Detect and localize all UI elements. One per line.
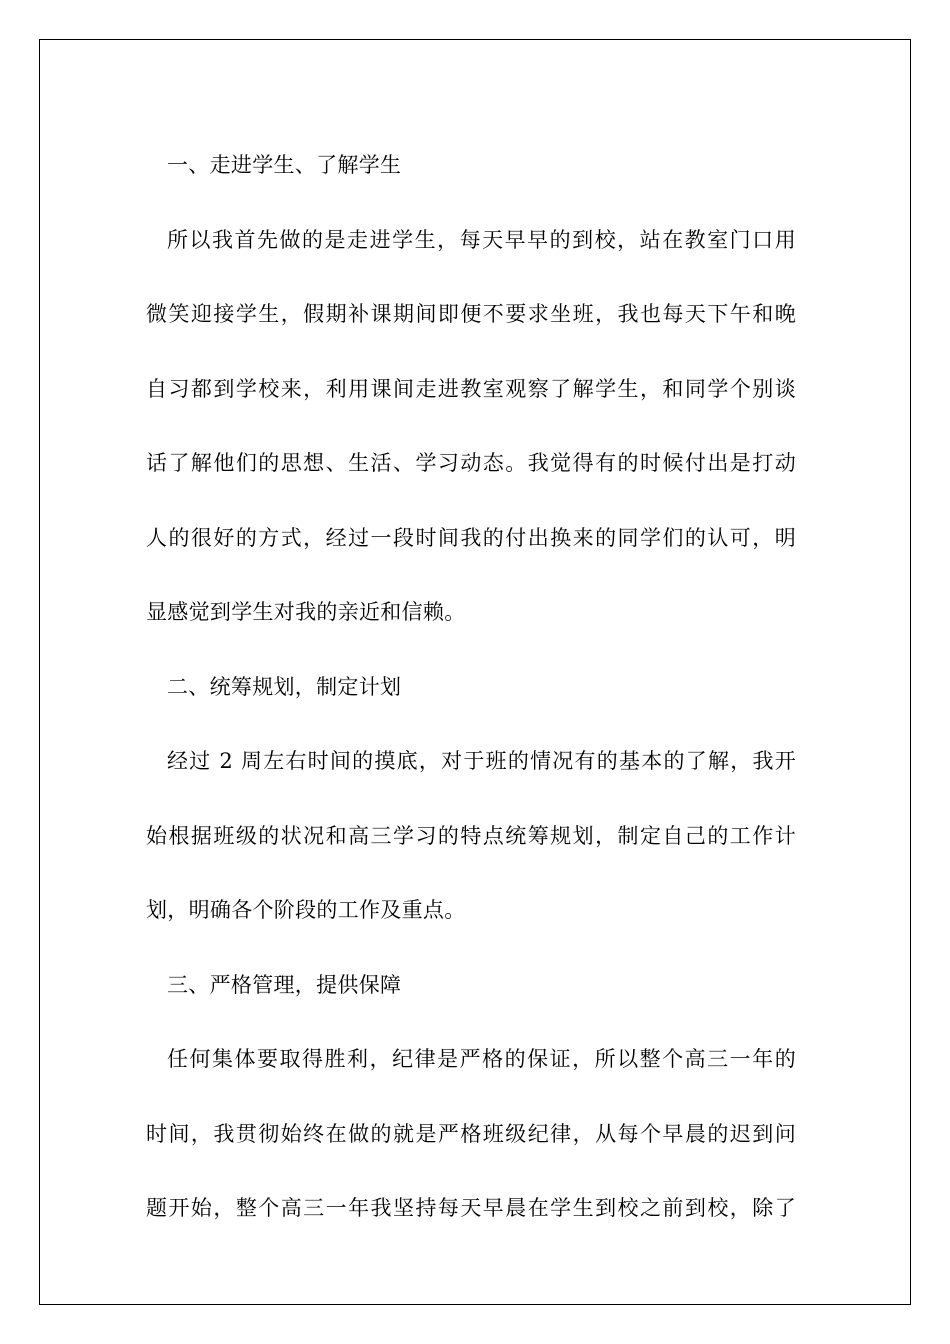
paragraph-line: 始根据班级的状况和高三学习的特点统筹规划，制定自己的工作计 xyxy=(146,823,796,848)
paragraph-line: 显感觉到学生对我的亲近和信赖。 xyxy=(146,600,466,624)
paragraph-line: 自习都到学校来，利用课间走进教室观察了解学生，和同学个别谈 xyxy=(146,376,796,401)
paragraph-line: 经过 2 周左右时间的摸底，对于班的情况有的基本的了解，我开 xyxy=(167,749,796,773)
paragraph-line: 时间，我贯彻始终在做的就是严格班级纪律，从每个早晨的迟到问 xyxy=(146,1121,796,1146)
document-body xyxy=(146,128,796,1246)
paragraph-line: 划，明确各个阶段的工作及重点。 xyxy=(146,898,466,922)
paragraph-line: 话了解他们的思想、生活、学习动态。我觉得有的时候付出是打动 xyxy=(146,451,796,475)
section-heading-2: 二、统筹规划，制定计划 xyxy=(167,674,402,699)
paragraph-line: 所以我首先做的是走进学生，每天早早的到校，站在教室门口用 xyxy=(167,227,796,252)
paragraph-line: 微笑迎接学生，假期补课期间即便不要求坐班，我也每天下午和晚 xyxy=(146,302,796,326)
paragraph-line: 任何集体要取得胜利，纪律是严格的保证，所以整个高三一年的 xyxy=(167,1047,796,1071)
paragraph-line: 题开始，整个高三一年我坚持每天早晨在学生到校之前到校，除了 xyxy=(146,1196,796,1220)
paragraph-line: 人的很好的方式，经过一段时间我的付出换来的同学们的认可，明 xyxy=(146,525,796,550)
section-heading-3: 三、严格管理，提供保障 xyxy=(167,972,402,997)
section-heading-1: 一、走进学生、了解学生 xyxy=(167,153,402,177)
